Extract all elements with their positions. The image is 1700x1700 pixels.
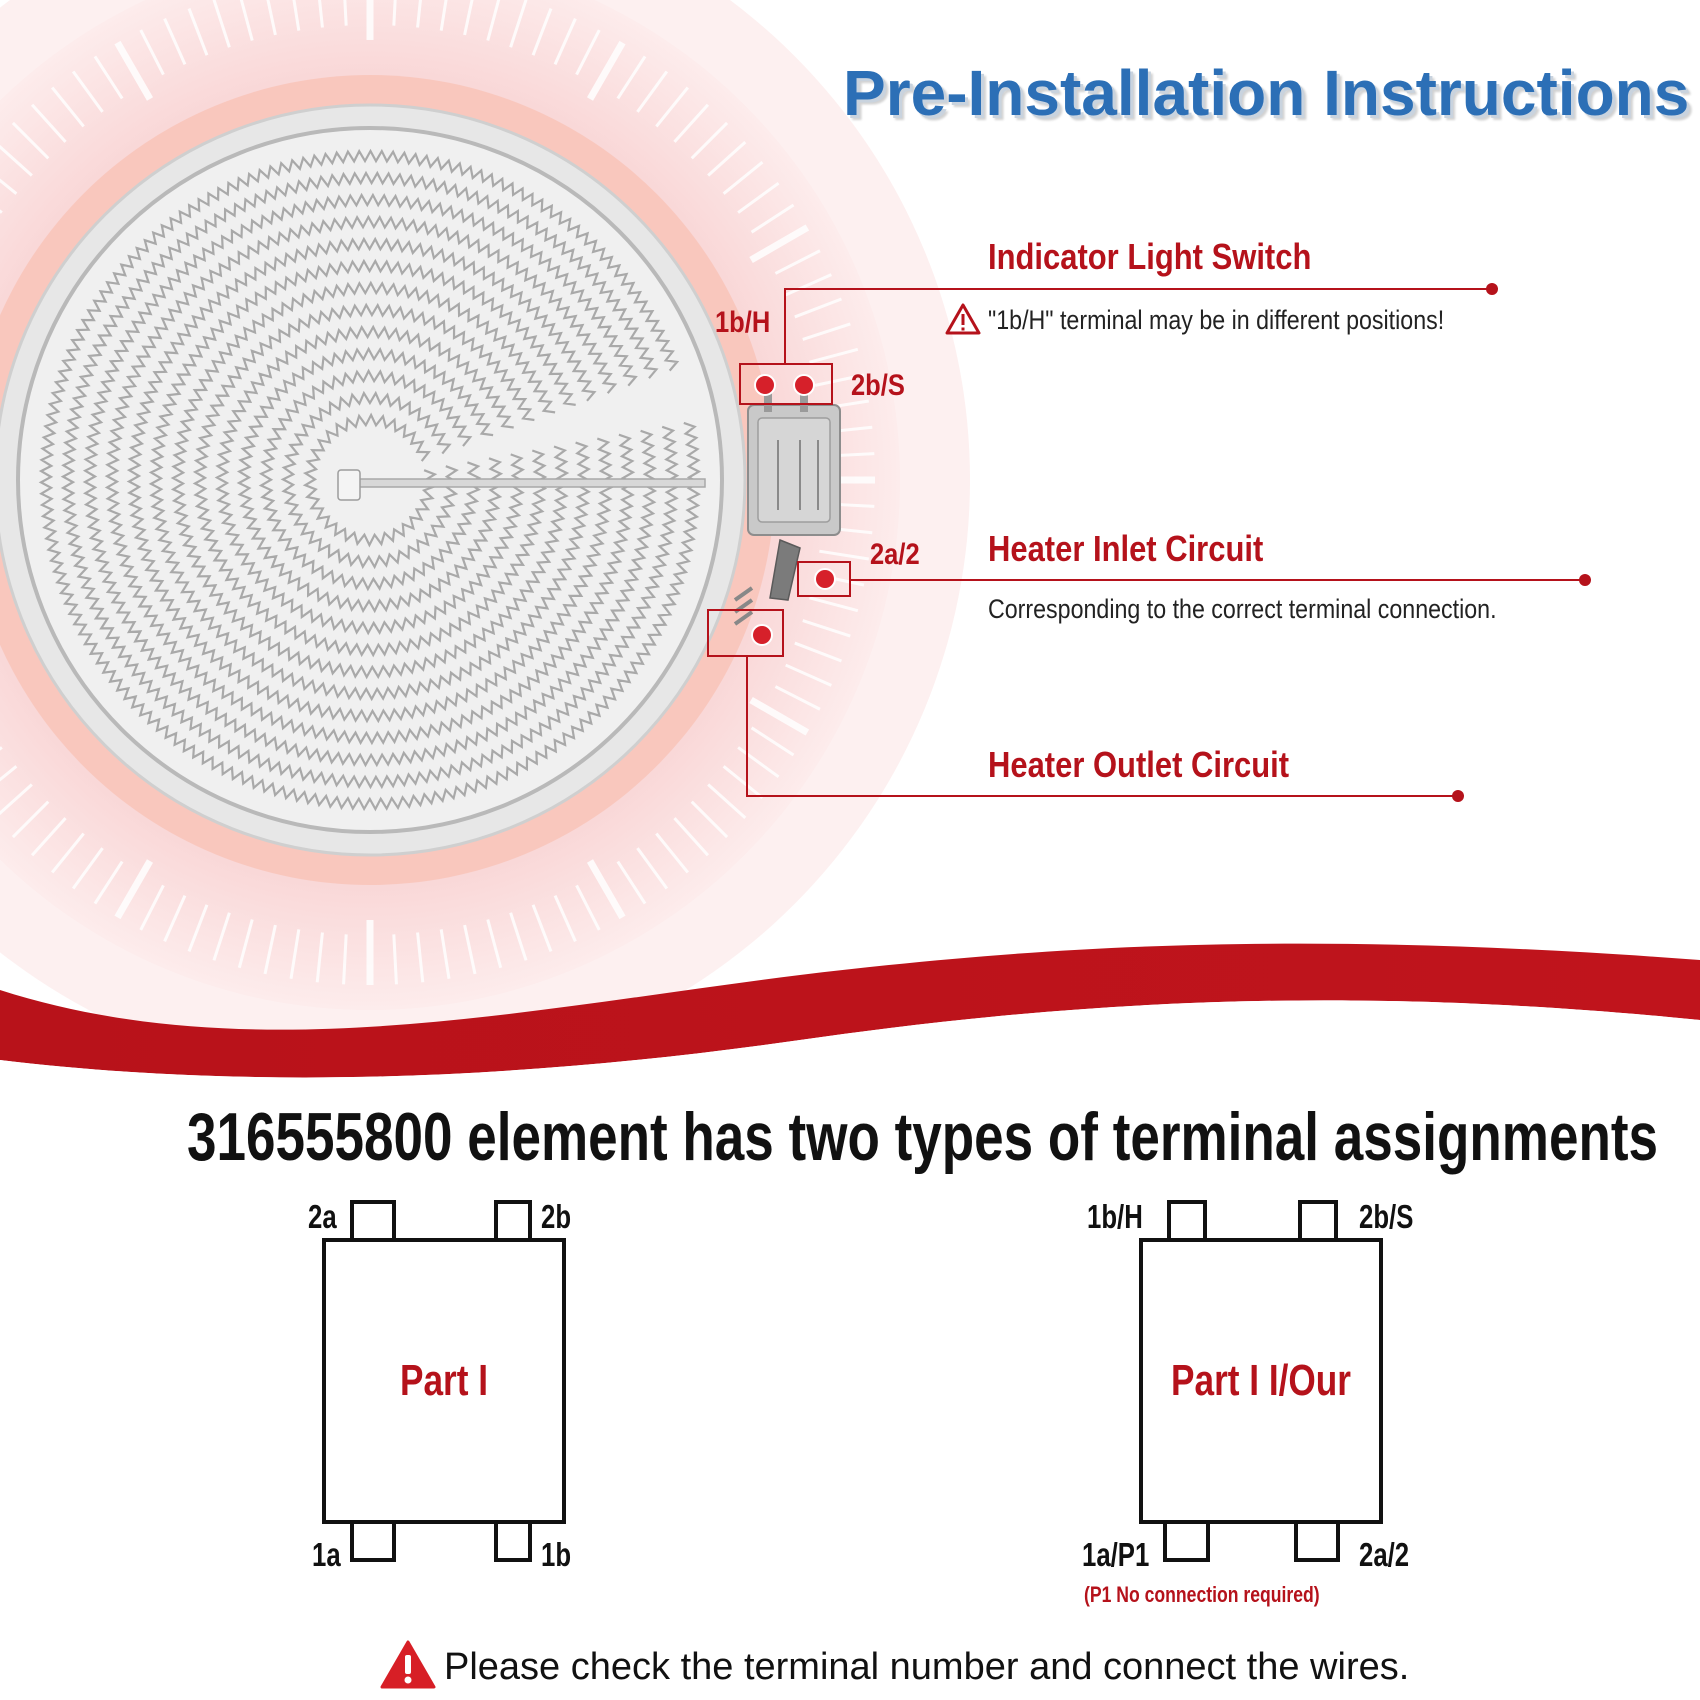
callout-heater-inlet-note: Corresponding to the correct terminal connection. <box>988 594 1497 624</box>
section-heading: 316555800 element has two types of terminal assignments <box>187 1099 1659 1175</box>
part2-pin-label-bottom-left: 1a/P1 <box>1082 1536 1150 1573</box>
terminal-marker <box>815 569 835 589</box>
indicator-switch-dot <box>1486 283 1498 295</box>
part2-pin-label-top-left: 1b/H <box>1087 1198 1143 1235</box>
sensor-rod <box>345 479 705 487</box>
footer-warning-text: Please check the terminal number and connect the wires. <box>444 1646 1410 1688</box>
warning-icon <box>380 1640 436 1690</box>
terminal-marker <box>755 375 775 395</box>
terminal-label-2b-s: 2b/S <box>851 369 905 402</box>
part1-pin-label-bottom-right: 1b <box>541 1536 572 1573</box>
part2-note: (P1 No connection required) <box>1084 1582 1320 1607</box>
part2-pin-label-top-right: 2b/S <box>1359 1198 1414 1235</box>
part1-pin-label-top-right: 2b <box>541 1198 572 1235</box>
part2-label: Part I I/Our <box>1171 1356 1351 1405</box>
callout-indicator-switch-title: Indicator Light Switch <box>988 236 1312 277</box>
page-title: Pre-Installation Instructions <box>843 57 1690 129</box>
warning-icon <box>945 303 981 335</box>
part1-label: Part I <box>399 1356 489 1405</box>
callout-heater-outlet-title: Heater Outlet Circuit <box>988 744 1290 785</box>
terminal-marker <box>794 375 814 395</box>
sensor-rod-tip <box>338 470 360 500</box>
heater-inlet-dot <box>1579 574 1591 586</box>
part2-pin-label-bottom-right: 2a/2 <box>1359 1536 1410 1573</box>
callout-heater-inlet-title: Heater Inlet Circuit <box>988 528 1264 569</box>
terminal-label-2a-2: 2a/2 <box>870 538 920 571</box>
terminal-label-1b-h: 1b/H <box>715 306 771 339</box>
heater-outlet-dot <box>1452 790 1464 802</box>
part1-pin-label-bottom-left: 1a <box>312 1536 341 1573</box>
part1-pin-label-top-left: 2a <box>308 1198 337 1235</box>
terminal-marker <box>752 625 772 645</box>
callout-indicator-switch-note: "1b/H" terminal may be in different positions! <box>988 305 1445 335</box>
